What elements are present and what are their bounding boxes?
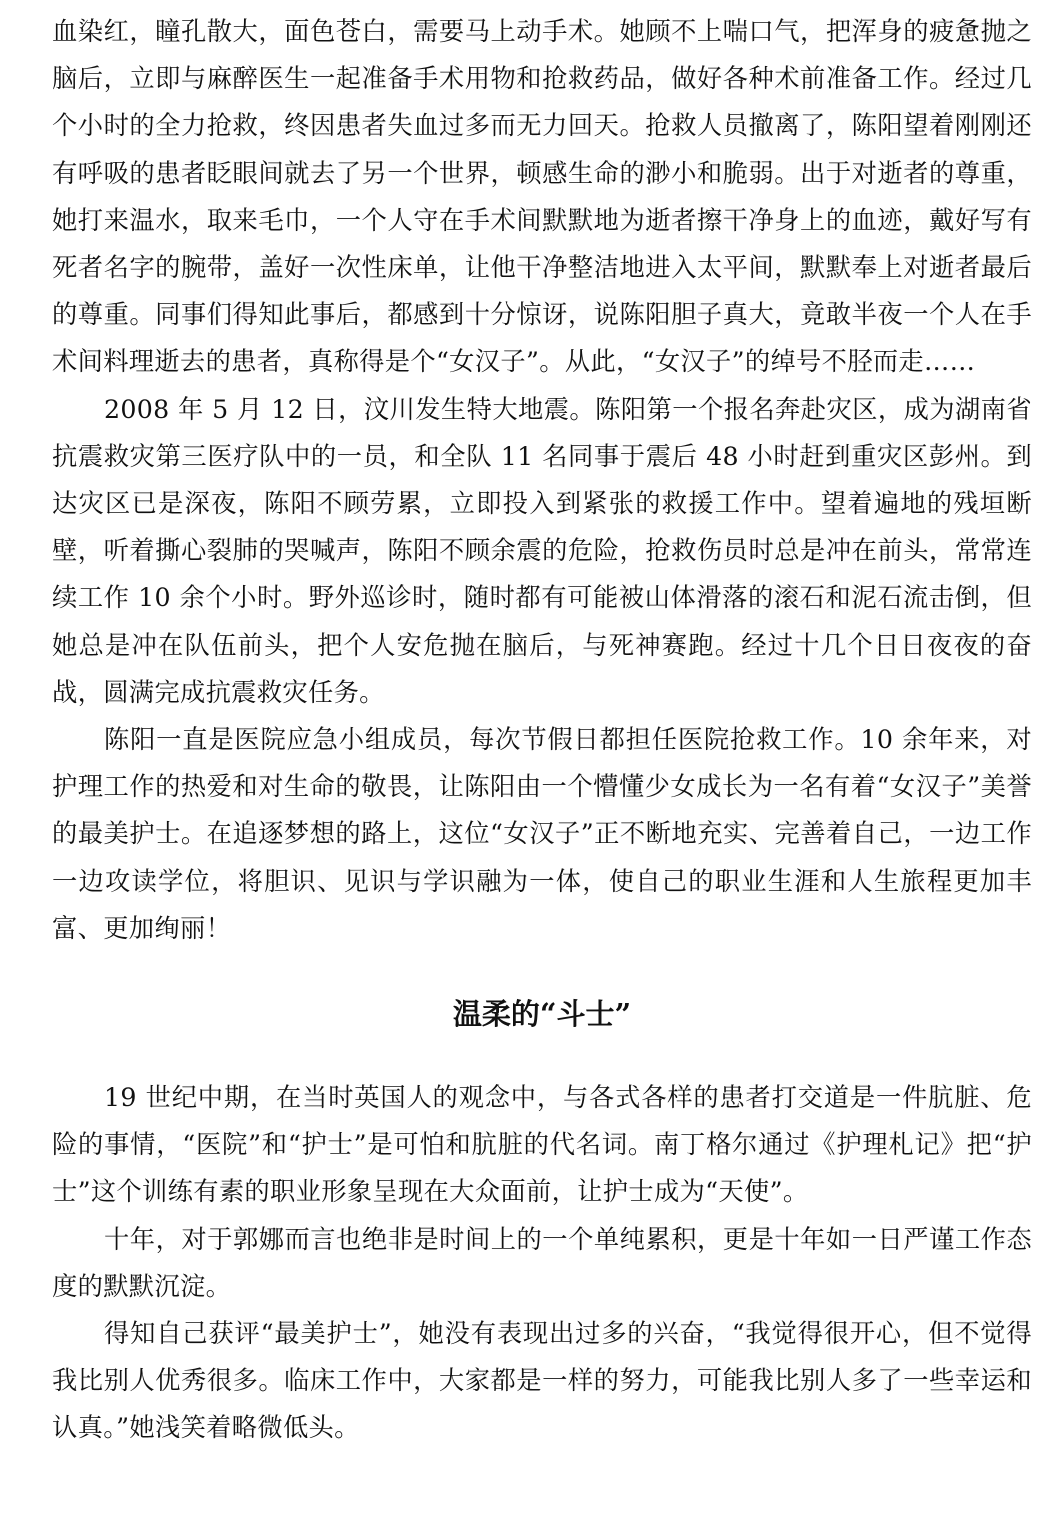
section-spacer (52, 952, 1032, 994)
article-1-paragraph-3: 陈阳一直是医院应急小组成员，每次节假日都担任医院抢救工作。10 余年来，对护理工作的热爱和对生命的敬畏，让陈阳由一个懵懂少女成长为一名有着“女汉子”美誉的最美护士。在追逐梦想的路上，这位“女汉子”正不断地充实、完善着自己，一边工作一边攻读学位，将胆识、见识与学识融为一体，使自己的职业生涯和人生旅程更加丰富、更加绚丽！ (52, 725, 1032, 943)
article-2-paragraph-3: 得知自己获评“最美护士”，她没有表现出过多的兴奋，“我觉得很开心，但不觉得我比别人优秀很多。临床工作中，大家都是一样的努力，可能我比别人多了一些幸运和认真。”她浅笑着略微低头。 (52, 1319, 1032, 1443)
section-spacer (52, 1034, 1032, 1074)
section-title: 温柔的“斗士” (452, 997, 632, 1032)
article-2-paragraph-2: 十年，对于郭娜而言也绝非是时间上的一个单纯累积，更是十年如一日严谨工作态度的默默沉淀。 (52, 1224, 1032, 1301)
article-2-paragraph-1: 19 世纪中期，在当时英国人的观念中，与各式各样的患者打交道是一件肮脏、危险的事情，“医院”和“护士”是可怕和肮脏的代名词。南丁格尔通过《护理札记》把“护士”这个训练有素的职业形象呈现在大众面前，让护士成为“天使”。 (52, 1083, 1032, 1207)
document-page (52, 8, 1032, 1452)
article-1-paragraph-1: 血染红，瞳孔散大，面色苍白，需要马上动手术。她顾不上喘口气，把浑身的疲惫抛之脑后，立即与麻醉医生一起准备手术用物和抢救药品，做好各种术前准备工作。经过几个小时的全力抢救，终因患者失血过多而无力回天。抢救人员撤离了，陈阳望着刚刚还有呼吸的患者眨眼间就去了另一个世界，顿感生命的渺小和脆弱。出于对逝者的尊重，她打来温水，取来毛巾，一个人守在手术间默默地为逝者擦干净身上的血迹，戴好写有死者名字的腕带，盖好一次性床单，让他干净整洁地进入太平间，默默奉上对逝者最后的尊重。同事们得知此事后，都感到十分惊讶，说陈阳胆子真大，竟敢半夜一个人在手术间料理逝去的患者，真称得是个“女汉子”。从此，“女汉子”的绰号不胫而走…… (52, 17, 1032, 377)
article-1-paragraph-2: 2008 年 5 月 12 日，汶川发生特大地震。陈阳第一个报名奔赴灾区，成为湖南省抗震救灾第三医疗队中的一员，和全队 11 名同事于震后 48 小时赶到重灾区彭州。到达灾区已是深夜，陈阳不顾劳累，立即投入到紧张的救援工作中。望着遍地的残垣断壁，听着撕心裂肺的哭喊声，陈阳不顾余震的危险，抢救伤员时总是冲在前头，常常连续工作 10 余个小时。野外巡诊时，随时都有可能被山体滑落的滚石和泥石流击倒，但她总是冲在队伍前头，把个人安危抛在脑后，与死神赛跑。经过十几个日日夜夜的奋战，圆满完成抗震救灾任务。 (52, 394, 1032, 707)
